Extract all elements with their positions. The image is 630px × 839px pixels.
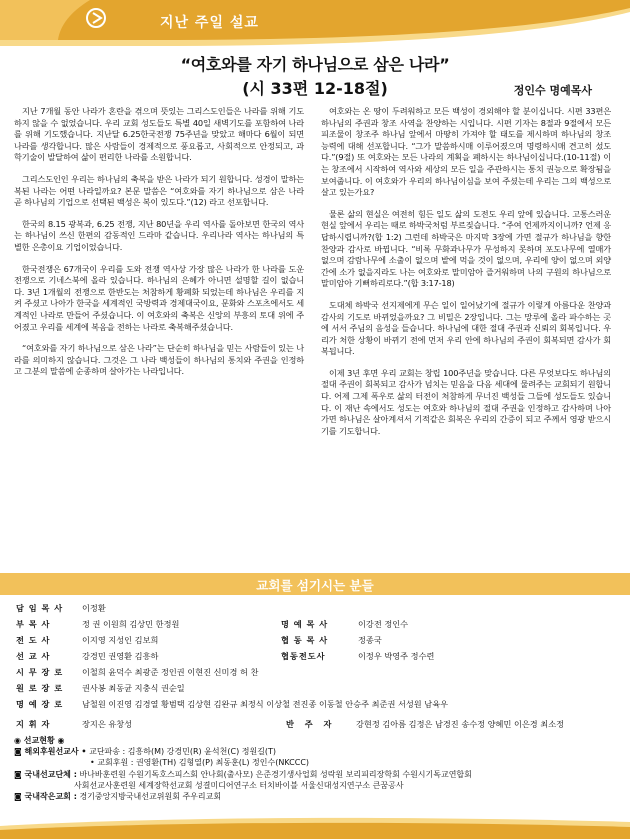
staff-role: 원 로 장 로 <box>16 683 64 693</box>
staff-row <box>16 680 620 696</box>
staff-row <box>16 712 620 736</box>
staff-row <box>16 696 620 712</box>
staff-row <box>16 600 620 616</box>
staff-role: 명 예 장 로 <box>16 699 64 709</box>
mission-category: ◙ 국내선교단체 : <box>14 769 77 779</box>
mission-heading: ◉ 선교현황 ◉ <box>14 736 65 745</box>
mission-status <box>14 735 620 802</box>
mission-entries: • 교회후원 : 권영환(TH) 김형열(P) 최동훈(L) 정인수(NKCCC) <box>90 758 310 768</box>
mission-entries: 바나바훈련원 수원기독호스피스회 안나회(출사모) 은준경기생사업회 성락원 보리피리장학회 수원시기독교연합회 <box>79 769 472 779</box>
right-column <box>321 106 611 447</box>
staff-row <box>16 648 620 664</box>
staff-names: 정종국 <box>358 635 382 645</box>
staff-names: 이정우 박영주 정수련 <box>358 651 435 661</box>
staff-section-title: 교회를 섬기시는 분들 <box>256 578 374 593</box>
domestic-organizations <box>14 769 620 780</box>
staff-names: 정 권 이원희 김상민 한정원 <box>82 619 180 629</box>
paragraph: 도대체 하박국 선지제에게 무슨 일이 일어났기에 절규가 이렇게 아름다운 찬양과 감사의 기도로 바뀌었을까요? 그 비밀은 2장입니다. 그는 망루에 올라 파수하는 곳에 서서 주님의 음성을 들습니다. 하나님에 대한 절대 주권과 신뢰의 회복입니다. 우리가 처한 상황이 바뀌기 전에 먼저 우리 안에 하나님의 주권이 회복되면 감사가 회복됩니다. <box>321 299 611 357</box>
staff-row <box>16 664 620 680</box>
paragraph: 지난 7개월 동안 나라가 혼란을 겪으며 뜻있는 그리스도인들은 나라를 위해 기도하지 않을 수 없었습니다. 우리 교회 성도들도 특별 40일 새벽기도를 포함하여 나라를 위해 기도했습니다. 지난달 6.25한국전쟁 75주년을 맞았고 해마다 6월이 되면 나라를 생각합니다. 많은 사람들이 경제적으로 풍요롭고, 사회적으로 안정되고, 과학기술이 발달하여 삶이 편리한 나라를 소원합니다. <box>14 106 304 163</box>
staff-names: 이철희 윤덕수 최광준 정인권 이현진 신미경 허 찬 <box>82 667 259 677</box>
staff-names: 권사봉 최동균 지충식 권순일 <box>82 683 185 693</box>
staff-role: 전 도 사 <box>16 635 51 645</box>
staff-names: 이지영 지성인 김보희 <box>82 635 159 645</box>
banner-title: 지난 주일 설교 <box>160 15 259 31</box>
staff-role: 부 목 사 <box>16 619 51 629</box>
paragraph: 이제 3년 후면 우리 교회는 창립 100주년을 맞습니다. 다른 무엇보다도 하나님의 절대 주권이 회복되고 감사가 넘치는 믿음을 다음 세대에 물려주는 교회되기 원합니다. 어제 그제 폭우로 삶의 터전이 처참하게 무너진 백성들 그들에 성도들도 있습니다. 이 재난 속에서도 성도는 여호와 하나님의 절대 주권을 인정하고 감사하며 나아가면 하나님은 살아계셔서 기적같은 회복은 우리의 간증이 되고 주께서 영광 받으시기를 기도합니다. <box>321 367 611 436</box>
paragraph: 그리스도인인 우리는 하나님의 축복을 받은 나라가 되기 원합니다. 성경이 말하는 복된 나라는 어떤 나라일까요? 본문 말씀은 “여호와를 자기 하나님으로 삼은 나라 곧 하나님의 기업으로 선택된 백성은 복이 있도다.”(12) 라고 선포합니다. <box>14 173 304 208</box>
mission-entries: 경기중앙지방국내선교위원회 주우리교회 <box>79 792 222 802</box>
staff-row <box>16 616 620 632</box>
left-column <box>14 106 304 388</box>
domestic-small-churches <box>14 791 620 802</box>
staff-role: 협 동 목 사 <box>281 635 329 645</box>
staff-role: 지 휘 자 <box>16 719 51 729</box>
staff-role: 반 주 자 <box>286 719 336 729</box>
paragraph: “여호와를 자기 하나님으로 삼은 나라”는 단순히 하나님을 믿는 사람들이 있는 나라를 의미하지 않습니다. 그것은 그 나라 백성들이 하나님의 통치와 주권을 인정하고 그분의 말씀에 순종하며 살아가는 나라입니다. <box>14 343 304 377</box>
paragraph: 물론 삶의 현실은 여전히 힘든 일도 삶의 도전도 우리 앞에 있습니다. 고통스러운 현실 앞에서 우리는 때로 하박국처럼 부르짖습니다. “주여 언제까지이니까? 언제 응답하시렵니까?(합 1:2) 그런데 하박국은 마지막 3장에 가면 절규가 하나님을 향한 찬양과 감사로 바뀝니다. “비록 무화과나무가 무성하지 못하며 포도나무에 열매가 없으며 감람나무에 소출이 없으며 밭에 먹을 것이 없으며, 우리에 양이 없으며 외양간에 소가 없을지라도 나는 여호와로 말미암아 즐거워하며 나의 구원의 하나님으로 말미암아 기뻐하리로다.”(합 3:17-18) <box>321 208 611 289</box>
sermon-preacher: 정인수 명예목사 <box>513 84 592 97</box>
mission-entries: 사회선교사훈련원 세계장학선교회 성결미디어연구소 터치바이블 서울신대성지연구소 큰꿈공사 <box>74 780 404 790</box>
overseas-missionaries <box>14 746 620 757</box>
bottom-banner-graphic <box>0 816 630 839</box>
staff-names: 이정환 <box>82 603 106 613</box>
bottom-banner <box>0 816 630 839</box>
staff-role: 시 무 장 로 <box>16 667 64 677</box>
sermon-body <box>14 106 620 561</box>
staff-names: 강현정 김아름 김정은 남경진 송수정 양혜민 이은경 최소정 <box>356 719 565 729</box>
staff-list <box>16 600 620 736</box>
staff-names: 이강전 정인수 <box>358 619 409 629</box>
staff-names: 강경민 권영환 김흥하 <box>82 651 159 661</box>
paragraph: 한국의 8.15 광복과, 6.25 전쟁, 지난 80년을 우리 역사를 돌아보면 한국의 역사는 하나님이 쓰신 한편의 감동적인 드라마 같습니다. 우리나라 역사는 하나님의 특별한 은총이요 기업이었습니다. <box>14 218 304 252</box>
staff-names: 남철원 이진영 김경열 황범택 김상현 김완규 최정식 이상철 전진종 이동철 안승주 최준권 서성원 남육우 <box>82 699 449 709</box>
sermon-scripture: (시 33편 12-18절) <box>242 79 388 98</box>
staff-names: 장지은 유창성 <box>82 719 133 729</box>
sermon-title: “여호와를 자기 하나님으로 삼은 나라” <box>180 55 450 74</box>
top-banner <box>0 0 630 47</box>
staff-role: 명 예 목 사 <box>281 619 329 629</box>
staff-role: 선 교 사 <box>16 651 51 661</box>
paragraph: 한국전쟁은 67개국이 우리를 도와 전쟁 역사상 가장 많은 나라가 한 나라를 도운 전쟁으로 기네스북에 올라 있습니다. 하나님의 은혜가 아니면 설명할 길이 없습니다. 3년 1개월의 전쟁으로 한반도는 처참하게 황폐화 되었는데 하나님은 우리를 지켜 주셨고 나아가 한국을 세계적인 국방력과 경제대국이요, 문화와 스포츠에서도 세계적인 나라로 만들어 주셨습니다. 이 여호와의 축복은 신앙의 부흥의 토대 위에 주어졌고 우리를 세계에 복음을 전하는 나라로 축복해주셨습니다. <box>14 263 304 332</box>
paragraph: 여호와는 온 땅이 두려워하고 모든 백성이 경외해야 할 분이십니다. 시편 33편은 하나님의 주권과 창조 사역을 찬양하는 시입니다. 시편 기자는 8절과 9절에서 모든 피조물이 창조주 하나님 앞에서 마땅히 가져야 할 태도를 제시하며 하나님의 창조 능력에 대해 선포합니다. “그가 말씀하시매 이루어졌으며 명령하시매 견고히 섰도다.”(9절) 또 여호와는 모든 나라의 계획을 폐하시는 하나님이십니다.(10-11절) 이는 창조에서 시작하여 역사와 세상의 모든 일을 주관하시는 통치 권능으로 확장됨을 보여줍니다. 이 여호와가 우리의 하나님이심을 보여 주셨는데 우리는 그의 백성으로 살고 있는가요? <box>321 106 611 198</box>
mission-entries: 교단파송 : 김흥하(M) 강경민(R) 윤석천(C) 정원길(T) <box>89 747 277 757</box>
staff-role: 협동전도사 <box>281 651 326 661</box>
banner-graphic <box>0 0 630 47</box>
mission-category: ◙ 해외후원선교사 • <box>14 747 87 757</box>
staff-role: 담 임 목 사 <box>16 603 64 613</box>
mission-category: ◙ 국내작은교회 : <box>14 792 77 802</box>
staff-row <box>16 632 620 648</box>
